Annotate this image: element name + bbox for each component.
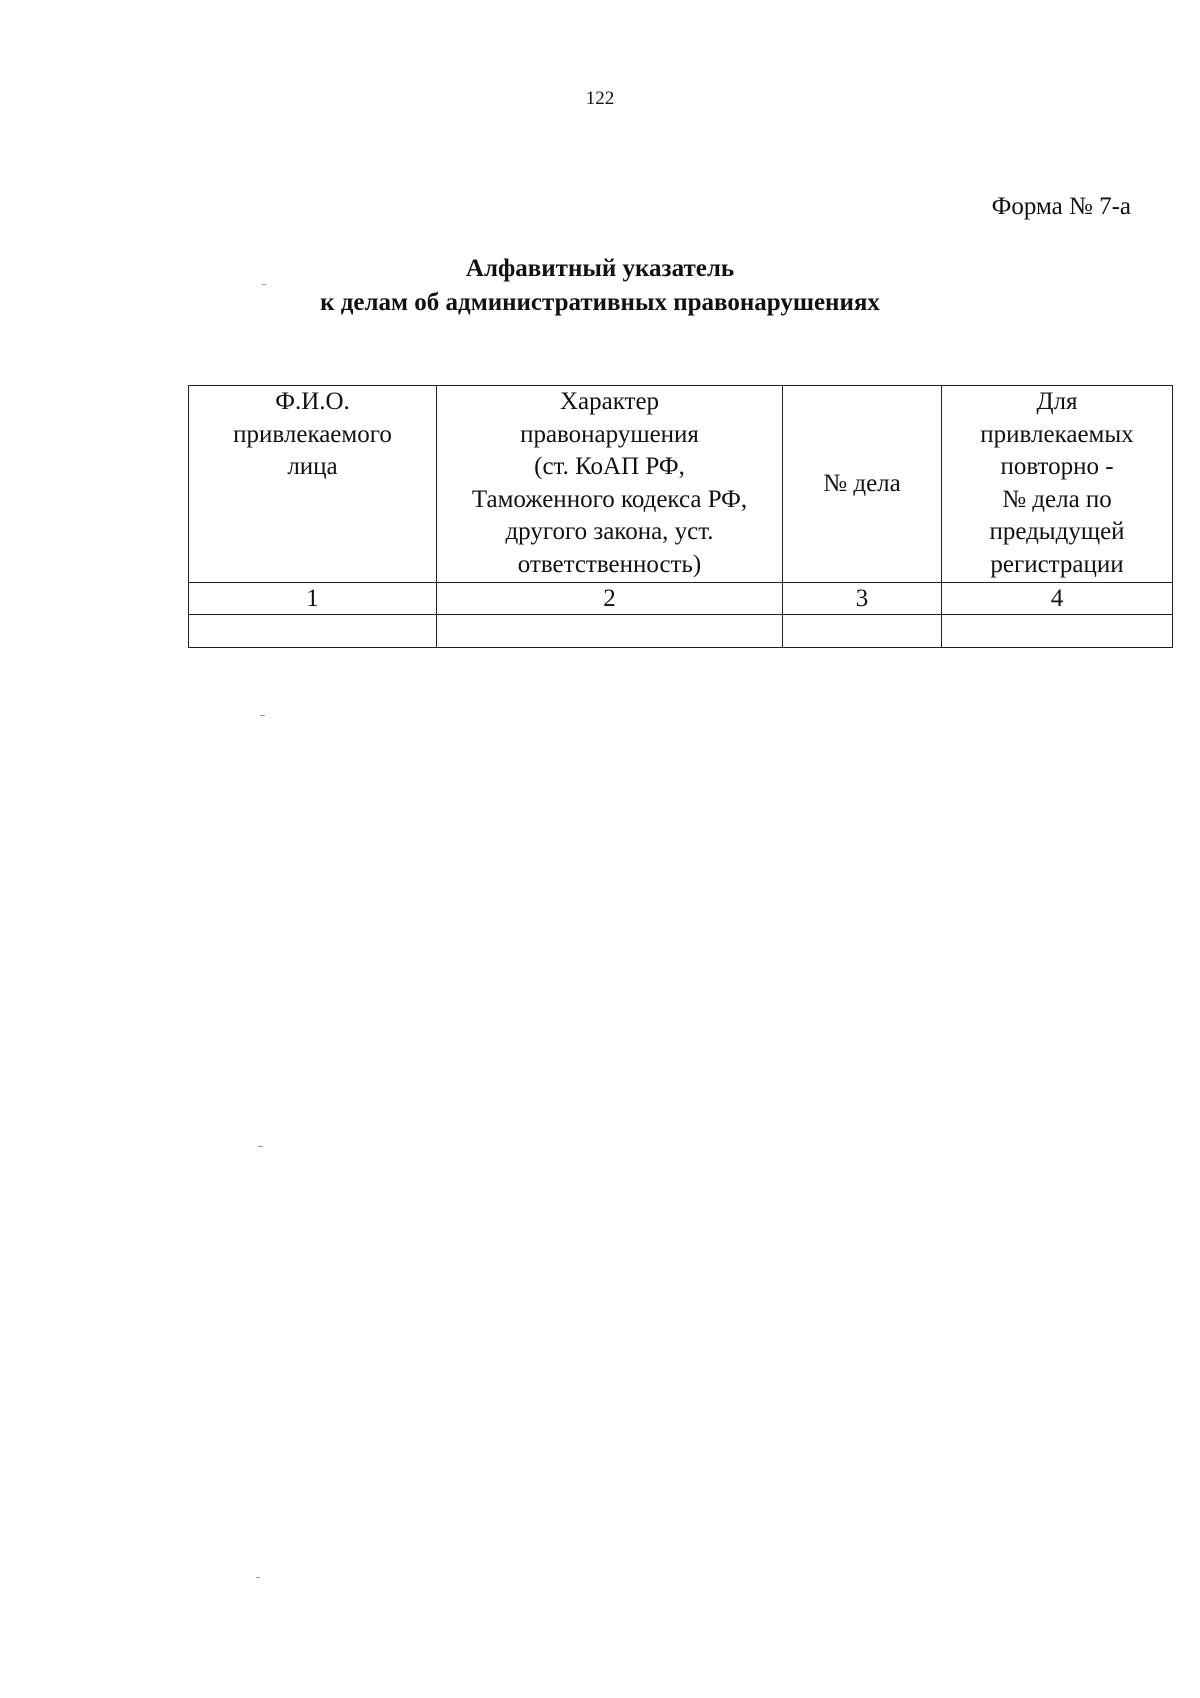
title-line-2: к делам об административных правонарушениях — [320, 289, 880, 316]
column-number-1: 1 — [189, 583, 437, 615]
scan-speck — [262, 284, 266, 285]
table-header-row — [189, 386, 1173, 583]
title-line-1: Алфавитный указатель — [465, 255, 735, 282]
header-case-number: № дела — [783, 386, 942, 583]
document-title — [0, 252, 1200, 320]
empty-entry-row — [189, 615, 1173, 648]
empty-cell-case-number — [783, 615, 942, 648]
alphabetical-index-table — [188, 385, 1173, 648]
empty-cell-repeat-offenders — [942, 615, 1173, 648]
page-number: 122 — [585, 88, 615, 109]
scan-speck — [256, 1577, 260, 1578]
header-offense-nature: Характер правонарушения (ст. КоАП РФ, Таможенного кодекса РФ, другого закона, уст. ответственность) — [437, 386, 783, 583]
scan-speck — [258, 1146, 263, 1147]
header-repeat-offenders: Для привлекаемых повторно - № дела по предыдущей регистрации — [942, 386, 1173, 583]
empty-cell-offense-nature — [437, 615, 783, 648]
column-number-4: 4 — [942, 583, 1173, 615]
column-number-row — [189, 583, 1173, 615]
column-number-3: 3 — [783, 583, 942, 615]
form-number: Форма № 7-а — [991, 193, 1131, 220]
header-full-name: Ф.И.О. привлекаемого лица — [189, 386, 437, 583]
scan-speck — [260, 715, 265, 716]
empty-cell-full-name — [189, 615, 437, 648]
column-number-2: 2 — [437, 583, 783, 615]
